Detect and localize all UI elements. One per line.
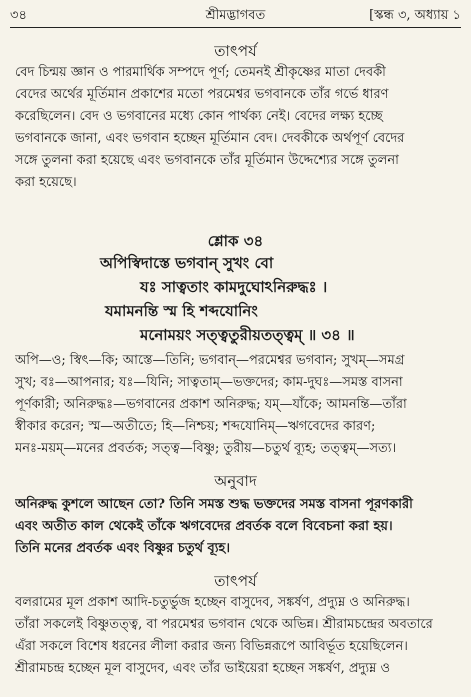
text-line: বেদের অর্থের মূর্তিমান প্রকাশের মতো পরমেশ্বর ভগবানকে তাঁর গর্ভে ধারণ [15, 87, 389, 102]
text-line: ভগবানকে জানা, এবং ভগবান হচ্ছেন মূর্তিমান বেদ। দেবকীকে অর্থপূর্ণ বেদের [15, 131, 405, 146]
text-line: তিনি মনের প্রবর্তক এবং বিষ্ণুর চতুর্থ ব্যূহ। [15, 541, 231, 556]
text-line: বলরামের মূল প্রকাশ আদি-চতুর্ভুজ হচ্ছেন বাসুদেব, সঙ্কর্ষণ, প্রদ্যুম্ন ও অনিরুদ্ধ। [15, 595, 410, 610]
purport-heading: তাৎপর্য [214, 42, 257, 60]
text-line: করেছিলেন। বেদ ও ভগবানের মধ্যে কোন পার্থক্য নেই। বেদের লক্ষ্য হচ্ছে [15, 109, 383, 124]
text-line: অনিরুদ্ধ কুশলে আছেন তো? তিনি সমস্ত শুদ্ধ ভক্তদের সমস্ত বাসনা পূরণকারী [15, 497, 413, 512]
purport-heading: তাৎপর্য [214, 572, 257, 590]
page-number: ৩৪ [10, 8, 27, 23]
text-line: বেদ চিন্ময় জ্ঞান ও পারমার্থিক সম্পদে পূর্ণ; তেমনই শ্রীকৃষ্ণের মাতা দেবকী [15, 65, 386, 80]
book-title: শ্রীমদ্ভাগবত [205, 8, 266, 23]
text-line: এবং অতীত কাল থেকেই তাঁকে ঋগবেদের প্রবর্তক বলে বিবেচনা করা হয়। [15, 519, 393, 534]
verse-heading: শ্লোক ৩৪ [207, 232, 264, 250]
verse-line: যঃ সাত্বতাং কামদুঘোঽনিরুদ্ধঃ । [140, 278, 328, 296]
text-line: সঙ্গে তুলনা করা হয়েছে এবং ভগবানকে তাঁর মূর্তিমান উদ্দেশ্যের সঙ্গে তুলনা [15, 153, 399, 168]
text-line: শ্রীরামচন্দ্র হচ্ছেন মূল বাসুদেব, এবং তাঁর ভাইয়েরা হচ্ছেন সঙ্কর্ষণ, প্রদ্যুম্ন ও [15, 661, 391, 676]
verse-line: অপিস্বিদাস্তে ভগবান্ সুখং বো [100, 254, 274, 272]
purport-paragraph [15, 62, 460, 194]
purport-paragraph [15, 592, 460, 680]
text-line: মনঃ-ময়ম্—মনের প্রবর্তক; সত্ত্ব—বিষ্ণু; তুরীয়—চতুর্থ ব্যূহ; তত্ত্বম্—সত্য। [15, 441, 397, 456]
text-line: তাঁরা সকলেই বিষ্ণুতত্ত্ব, বা পরমেশ্বর ভগবান থেকে অভিন্ন। শ্রীরামচন্দ্রের অবতারে [15, 617, 433, 632]
translation-paragraph [15, 494, 460, 560]
verse-line: যমামনন্তি স্ম হি শব্দযোনিং [105, 302, 258, 320]
text-line: স্বীকার করেন; স্ম—অতীতে; হি—নিশ্চয়; শব্দযোনিম্—ঋগবেদের কারণ; [15, 419, 376, 434]
synonyms-paragraph [15, 350, 460, 460]
text-line: অপি—ও; স্বিৎ—কি; আস্তে—তিনি; ভগবান্—পরমেশ্বর ভগবান; সুখম্—সমগ্র [15, 353, 405, 368]
translation-heading: অনুবাদ [214, 472, 257, 490]
text-line: পূর্ণকারী; অনিরুদ্ধঃ—ভগবানের প্রকাশ অনিরুদ্ধ; যম্—যাঁকে; আমনন্তি—তাঁরা [15, 397, 407, 412]
text-line: এঁরা সকলে বিশেষ ধরনের লীলা করার জন্য বিভিন্নরূপে আবির্ভূত হয়েছিলেন। [15, 639, 408, 654]
verse-line: মনোময়ং সত্ত্বতুরীয়তত্ত্বম্ ॥ ৩৪ ॥ [140, 326, 355, 344]
chapter-reference: [স্কন্ধ ৩, অধ্যায় ১ [369, 8, 461, 23]
header-rule [10, 27, 461, 28]
page-header [10, 6, 461, 26]
text-line: সুখ; বঃ—আপনার; যঃ—যিনি; সাত্বতাম্—ভক্তদের; কাম-দুঘঃ—সমস্ত বাসনা [15, 375, 403, 390]
text-line: করা হয়েছে। [15, 175, 77, 190]
